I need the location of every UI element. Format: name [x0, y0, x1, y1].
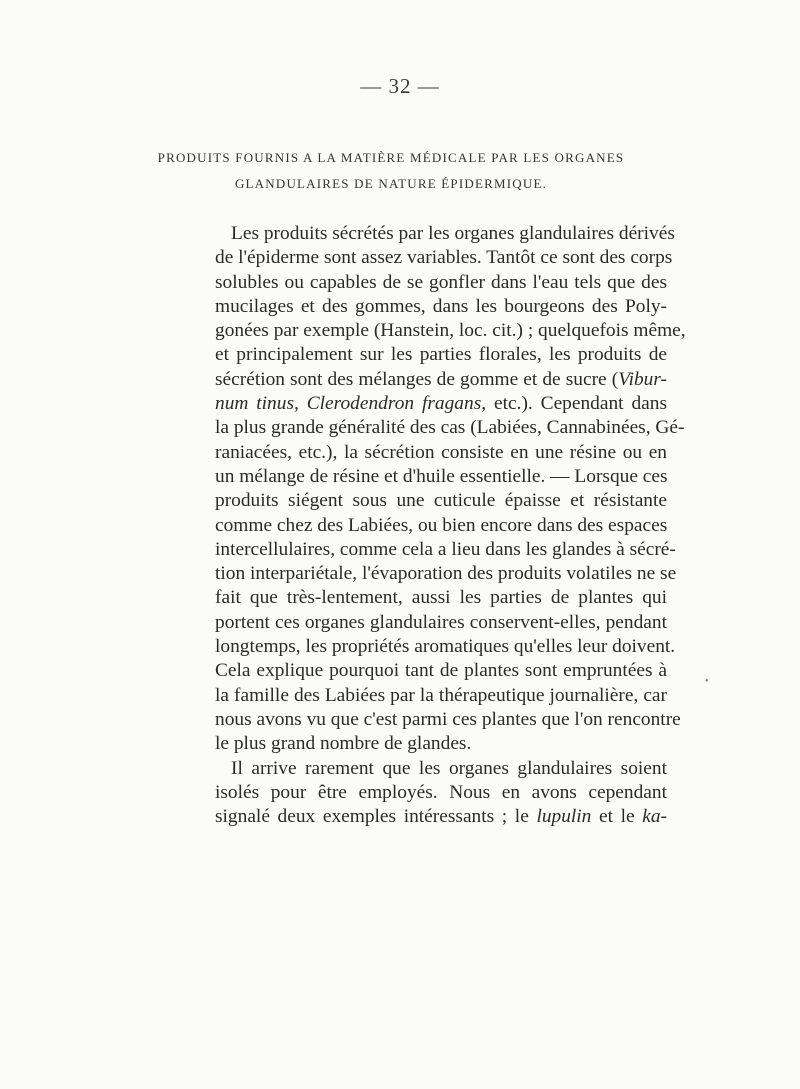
- italic-term: ka-: [642, 806, 668, 828]
- text-line: isolés pour être employés. Nous en avons cependant: [215, 781, 667, 803]
- text-line: solubles ou capables de se gonfler dans l'eau tels que des: [215, 271, 667, 293]
- italic-term: lupulin: [536, 806, 592, 828]
- page-number: — 32 —: [360, 74, 440, 98]
- text-line: [215, 368, 667, 392]
- text-line: et principalement sur les parties florales, les produits de: [215, 344, 667, 366]
- text-line: la famille des Labiées par la thérapeutique journalière, car: [215, 684, 667, 706]
- text-line: [215, 805, 667, 829]
- italic-species-name: Vibur-: [618, 368, 667, 390]
- text-line: intercellulaires, comme cela a lieu dans les glandes à sécré-: [215, 538, 676, 560]
- text-line: produits siégent sous une cuticule épaisse et résistante: [215, 490, 667, 512]
- text-segment: et le: [591, 806, 643, 828]
- text-line: comme chez des Labiées, ou bien encore dans des espaces: [215, 514, 668, 536]
- text-line: longtemps, les propriétés aromatiques qu'elles leur doivent.: [215, 636, 676, 658]
- section-heading-line-1: PRODUITS FOURNIS A LA MATIÈRE MÉDICALE PAR LES ORGANES: [157, 150, 625, 165]
- text-line: mucilages et des gommes, dans les bourgeons des Poly-: [215, 295, 667, 317]
- text-segment: signalé deux exemples intéressants ; le: [215, 806, 537, 828]
- text-line: gonées par exemple (Hanstein, loc. cit.) ; quelquefois même,: [215, 320, 686, 342]
- text-line: Il arrive rarement que les organes glandulaires soient: [231, 757, 667, 779]
- text-segment: sécrétion sont des mélanges de gomme et de sucre (: [215, 368, 619, 390]
- text-line: un mélange de résine et d'huile essentielle. — Lorsque ces: [215, 465, 668, 487]
- text-line: Les produits sécrétés par les organes glandulaires dérivés: [231, 223, 675, 244]
- text-line: la plus grande généralité des cas (Labiées, Cannabinées, Gé-: [215, 417, 685, 439]
- text-line: de l'épiderme sont assez variables. Tantôt ce sont des corps: [215, 247, 673, 269]
- text-line: fait que très-lentement, aussi les parties de plantes qui: [215, 587, 667, 609]
- section-heading-line-2: GLANDULAIRES DE NATURE ÉPIDERMIQUE.: [234, 176, 548, 191]
- text-line: Cela explique pourquoi tant de plantes sont empruntées à: [215, 660, 667, 682]
- text-segment: etc.). Cependant dans: [486, 393, 668, 415]
- ink-speck: •: [705, 676, 709, 687]
- text-line: [215, 392, 667, 416]
- text-line: nous avons vu que c'est parmi ces plantes que l'on rencontre: [215, 708, 681, 730]
- body-text: [215, 222, 686, 829]
- text-line: tion interpariétale, l'évaporation des produits volatiles ne se: [215, 563, 677, 585]
- text-line: portent ces organes glandulaires conservent-elles, pendant: [215, 611, 667, 633]
- italic-species-name: num tinus, Clerodendron fragans,: [215, 393, 487, 415]
- text-line: raniacées, etc.), la sécrétion consiste en une résine ou en: [215, 441, 667, 463]
- text-line: le plus grand nombre de glandes.: [215, 733, 472, 755]
